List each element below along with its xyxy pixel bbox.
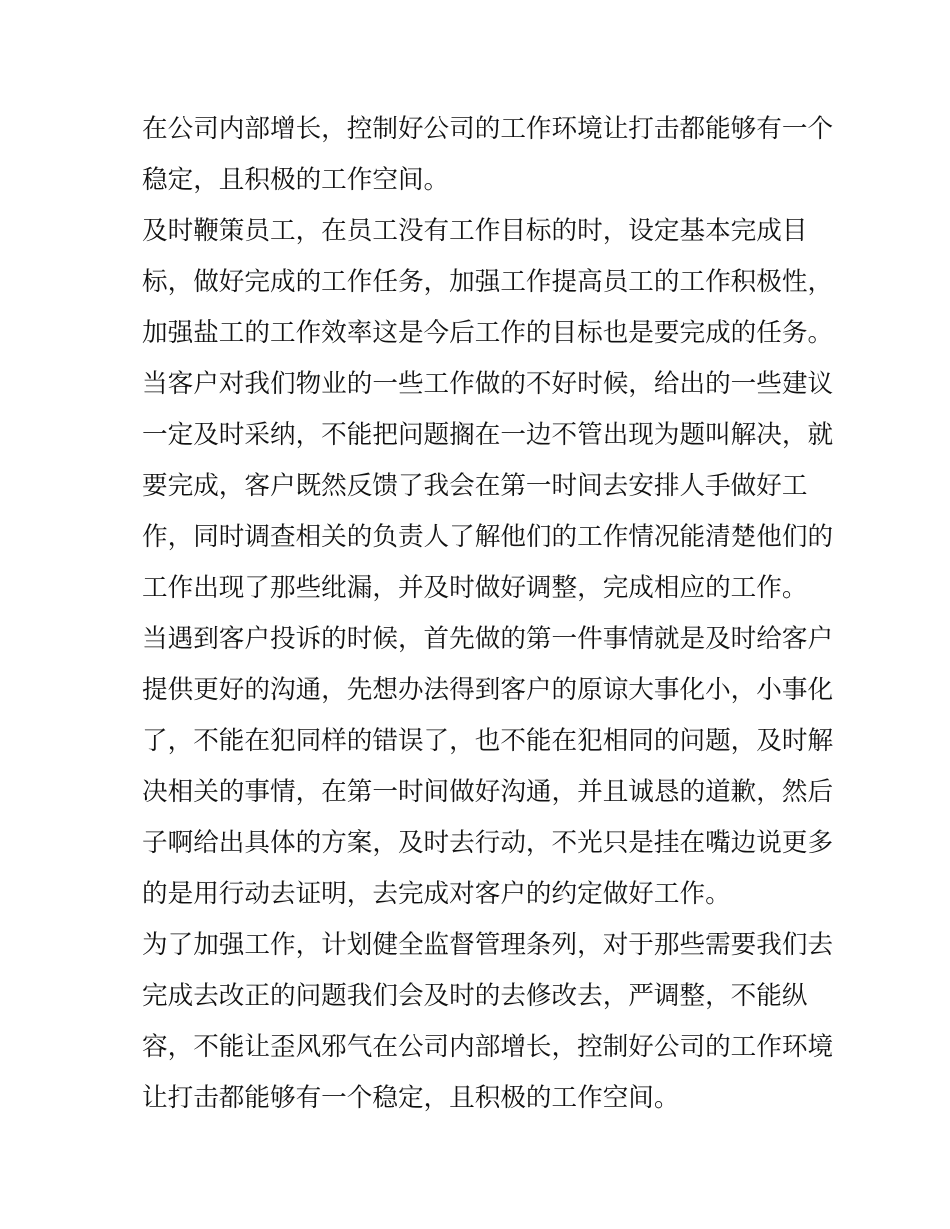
text-line: 一定及时采纳，不能把问题搁在一边不管出现为题叫解决，就 xyxy=(142,420,834,450)
text-line: 了，不能在犯同样的错误了，也不能在犯相同的问题，及时解 xyxy=(142,726,834,756)
text-line: 的是用行动去证明，去完成对客户的约定做好工作。 xyxy=(142,879,731,909)
text-line: 及时鞭策员工，在员工没有工作目标的时，设定基本完成目 xyxy=(142,216,808,246)
text-line: 在公司内部增长，控制好公司的工作环境让打击都能够有一个 xyxy=(142,114,834,144)
text-line: 作，同时调查相关的负责人了解他们的工作情况能清楚他们的 xyxy=(142,522,834,552)
text-line: 为了加强工作，计划健全监督管理条列，对于那些需要我们去 xyxy=(142,930,834,960)
text-line: 要完成，客户既然反馈了我会在第一时间去安排人手做好工 xyxy=(142,471,808,501)
text-line: 完成去改正的问题我们会及时的去修改去，严调整，不能纵 xyxy=(142,981,808,1011)
text-line: 当遇到客户投诉的时候，首先做的第一件事情就是及时给客户 xyxy=(142,624,834,654)
text-line: 提供更好的沟通，先想办法得到客户的原谅大事化小，小事化 xyxy=(142,675,834,705)
text-line: 稳定，且积极的工作空间。 xyxy=(142,165,450,195)
text-line: 标，做好完成的工作任务，加强工作提高员工的工作积极性， xyxy=(142,267,834,297)
text-line: 容，不能让歪风邪气在公司内部增长，控制好公司的工作环境 xyxy=(142,1032,834,1062)
text-line: 当客户对我们物业的一些工作做的不好时候，给出的一些建议 xyxy=(142,369,834,399)
text-line: 加强盐工的工作效率这是今后工作的目标也是要完成的任务。 xyxy=(142,318,834,348)
text-line: 子啊给出具体的方案，及时去行动，不光只是挂在嘴边说更多 xyxy=(142,828,834,858)
text-line: 决相关的事情，在第一时间做好沟通，并且诚恳的道歉，然后 xyxy=(142,777,834,807)
text-line: 工作出现了那些纰漏，并及时做好调整，完成相应的工作。 xyxy=(142,573,808,603)
text-line: 让打击都能够有一个稳定，且积极的工作空间。 xyxy=(142,1083,680,1113)
